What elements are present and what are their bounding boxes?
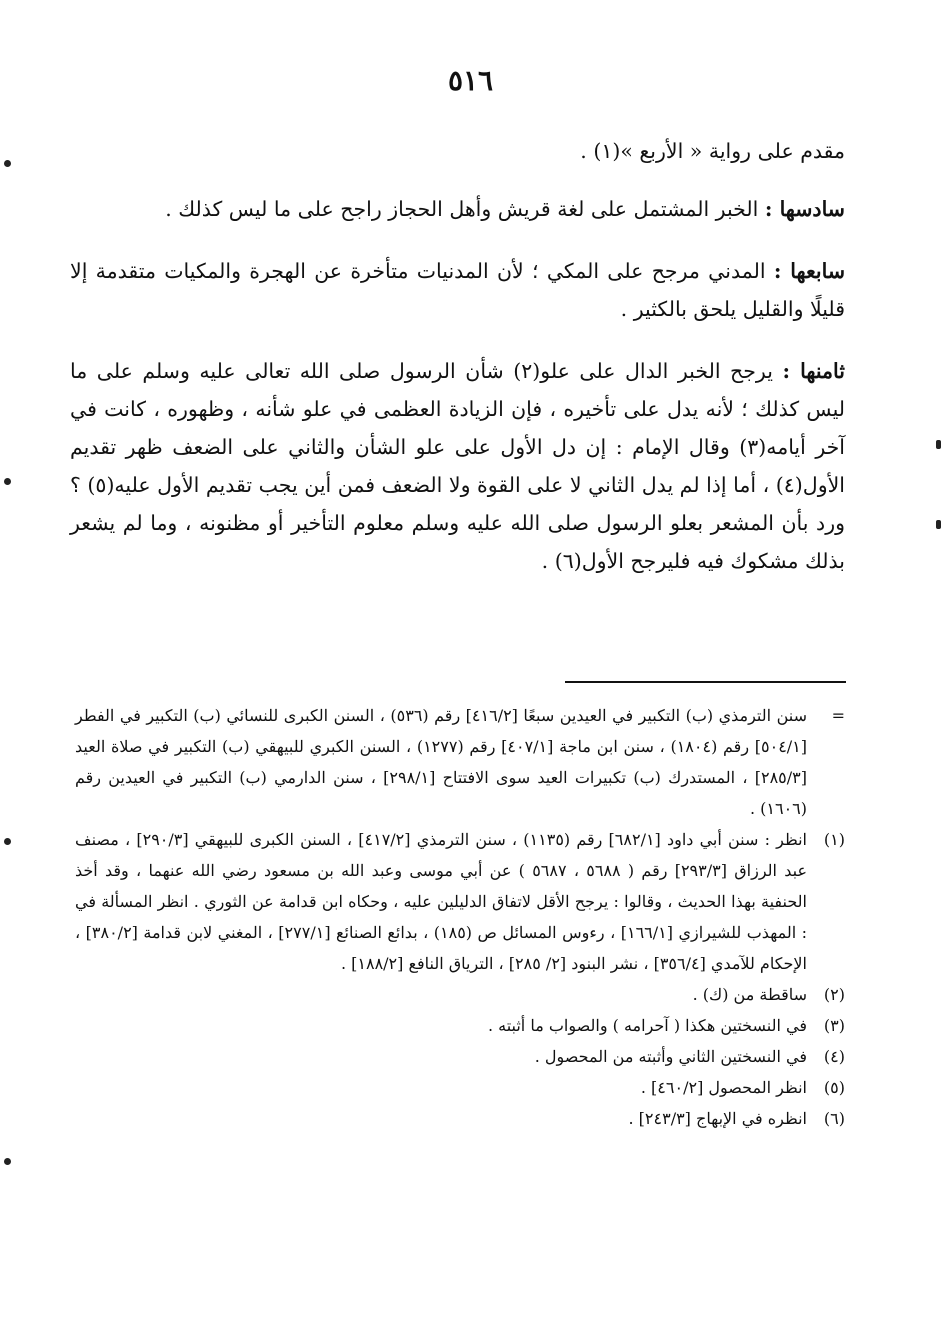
scan-mark <box>4 160 11 167</box>
footnote-number: (٢) <box>823 985 845 1004</box>
paragraph-eighth <box>70 352 845 580</box>
footnote-2 <box>75 979 845 1010</box>
scan-mark <box>936 520 941 529</box>
paragraph-term: سابعها : <box>773 259 845 283</box>
paragraph-sixth <box>70 190 845 228</box>
paragraph-text: مقدم على رواية « الأربع »(١) . <box>580 139 845 163</box>
paragraph-text: الخبر المشتمل على لغة قريش وأهل الحجاز راجح على ما ليس كذلك . <box>165 197 765 221</box>
footnote-text: في النسختين هكذا ( آحرامه ) والصواب ما أثبته . <box>487 1016 807 1035</box>
footnote-text: انظره في الإبهاج [٢٤٣/٣] . <box>628 1109 807 1128</box>
paragraph-text: المدني مرجح على المكي ؛ لأن المدنيات متأخرة عن الهجرة والمكيات متقدمة إلا قليلًا والقليل يلحق بالكثير . <box>70 259 845 321</box>
footnote-1 <box>75 824 845 979</box>
footnote-divider <box>565 681 846 683</box>
scan-mark <box>4 838 11 845</box>
paragraph-term: سادسها : <box>764 197 845 221</box>
footnote-3 <box>75 1010 845 1041</box>
scan-mark <box>4 1158 11 1165</box>
footnote-text: انظر : سنن أبي داود [٦٨٢/١] رقم (١١٣٥) ، سنن الترمذي [٤١٧/٢] ، السنن الكبرى للبيهقي [٢٩٠/٣] ، مصنف عبد الرزاق [٢٩٣/٣] رقم ( ٥٦٨٨ ، ٥٦٨٧ ) عن أبي موسى وعبد الله بن مسعود رضي الله عنهما ، وقد أخذ الحنفية بهذا الحديث ، وقالوا : يرجح الأقل لاتفاق الدليلين عليه ، وحكاه ابن قدامة عن الثوري . انظر المسألة في : المهذب للشيرازي [١٦٦/١] ، رءوس المسائل ص (١٨٥) ، بدائع الصنائع [٢٧٧/١] ، المغني لابن قدامة [٣٨٠/٢] ، الإحكام للآمدي [٣٥٦/٤] ، نشر البنود [٢/ ٢٨٥] ، الترياق النافع [١٨٨/٢] . <box>75 830 808 973</box>
scan-mark <box>4 478 11 485</box>
footnotes <box>75 700 845 1134</box>
footnote-4 <box>75 1041 845 1072</box>
footnote-6 <box>75 1103 845 1134</box>
footnote-text: ساقطة من (ك) . <box>692 985 807 1004</box>
footnote-text: انظر المحصول [٤٦٠/٢] . <box>640 1078 807 1097</box>
paragraph-term: ثامنها : <box>782 359 845 383</box>
footnote-number: (٦) <box>823 1109 845 1128</box>
footnote-5 <box>75 1072 845 1103</box>
footnote-number: (١) <box>823 830 845 849</box>
footnote-number: (٣) <box>823 1016 845 1035</box>
paragraph-intro <box>70 132 845 170</box>
paragraph-text: يرجح الخبر الدال على علو(٢) شأن الرسول صلى الله تعالى عليه وسلم على ما ليس كذلك ؛ لأنه يدل على تأخيره ، فإن الزيادة العظمى في علو شأنه ، وظهوره ، كانت في آخر أيامه(٣) وقال الإمام : إن دل الأول على علو الشأن والثاني على الضعف ظهر تقديم الأول(٤) ، أما إذا لم يدل الثاني لا على القوة ولا الضعف فمن أين يجب تقديم الأول عليه(٥) ؟ ورد بأن المشعر بعلو الرسول صلى الله عليه وسلم معلوم التأخير أو مظنونه ، وما لم يشعر بذلك مشكوك فيه فليرجح الأول(٦) . <box>70 359 845 573</box>
scan-mark <box>936 440 941 449</box>
main-text <box>70 132 845 604</box>
footnote-text: سنن الترمذي (ب) التكبير في العيدين سبعًا [٤١٦/٢] رقم (٥٣٦) ، السنن الكبرى للنسائي (ب) التكبير في الفطر [٥٠٤/١] رقم (١٨٠٤) ، سنن ابن ماجة [٤٠٧/١] رقم (١٢٧٧) ، السنن الكبري للبيهقي (ب) التكبير في صلاة العيد [٢٨٥/٣] ، المستدرك (ب) تكبيرات العيد سوى الافتتاح [٢٩٨/١] ، سنن الدارمي (ب) التكبير في العيدين رقم (١٦٠٦) . <box>75 706 808 818</box>
paragraph-seventh <box>70 252 845 328</box>
footnote-number: (٤) <box>823 1047 845 1066</box>
footnote-text: في النسختين الثاني وأثبته من المحصول . <box>534 1047 807 1066</box>
footnote-continuation <box>75 700 845 824</box>
footnote-number: = <box>831 706 845 725</box>
page-number: ٥١٦ <box>447 64 494 97</box>
footnote-number: (٥) <box>823 1078 845 1097</box>
